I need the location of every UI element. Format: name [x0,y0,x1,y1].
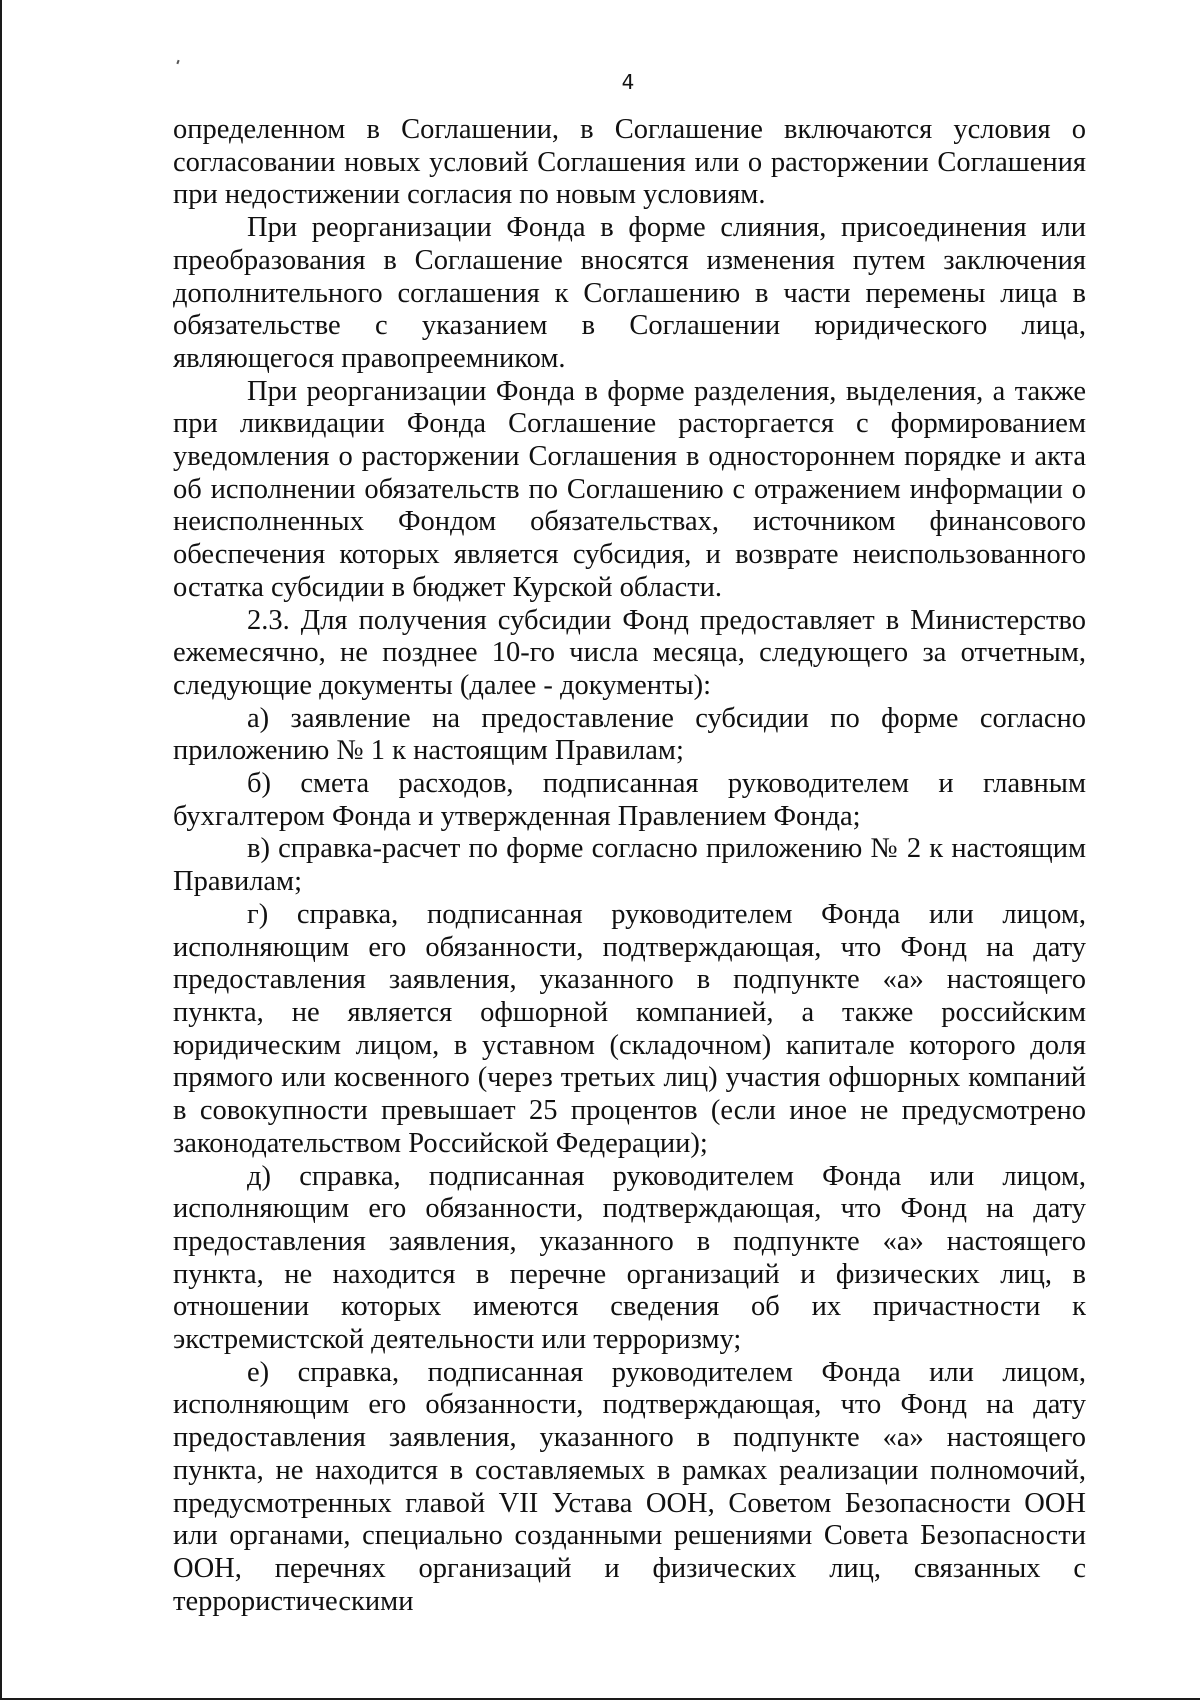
list-item-v-calculation: в) справка-расчет по форме согласно приложению № 2 к настоящим Правилам; [173,833,1086,898]
scan-border-left [0,0,2,1700]
list-item-g-offshore-certificate: г) справка, подписанная руководителем Фонда или лицом, исполняющим его обязанности, подтверждающая, что Фонд на дату предоставления заявления, указанного в подпункте «а» настоящего пункта, не является офшорной компанией, а также российским юридическим лицом, в уставном (складочном) капитале которого доля прямого или косвенного (через третьих лиц) участия офшорных компаний в совокупности превышает 25 процентов (если иное не предусмотрено законодательством Российской Федерации); [173,898,1086,1159]
list-item-e-un-certificate: е) справка, подписанная руководителем Фонда или лицом, исполняющим его обязанности, подтверждающая, что Фонд на дату предоставления заявления, указанного в подпункте «а» настоящего пункта, не находится в составляемых в рамках реализации полномочий, предусмотренных главой VII Устава ООН, Советом Безопасности ООН или органами, специально созданными решениями Совета Безопасности ООН, перечнях организаций и физических лиц, связанных с террористическими [173,1356,1086,1617]
list-item-d-extremism-certificate: д) справка, подписанная руководителем Фонда или лицом, исполняющим его обязанности, подтверждающая, что Фонд на дату предоставления заявления, указанного в подпункте «а» настоящего пункта, не находится в перечне организаций и физических лиц, в отношении которых имеются сведения об их причастности к экстремистской деятельности или терроризму; [173,1160,1086,1356]
paragraph-reorganization-merger: При реорганизации Фонда в форме слияния, присоединения или преобразования в Соглашение вносятся изменения путем заключения дополнительного соглашения к Соглашению в части перемены лица в обязательстве с указанием в Соглашении юридического лица, являющегося правопреемником. [173,212,1086,374]
paragraph-agreement-conditions: определенном в Соглашении, в Соглашение включаются условия о согласовании новых условий Соглашения или о расторжении Соглашения при недостижении согласия по новым условиям. [173,114,1086,211]
scan-speck [176,60,179,64]
list-item-b-estimate: б) смета расходов, подписанная руководителем и главным бухгалтером Фонда и утвержденная Правлением Фонда; [173,768,1086,832]
paragraph-2-3-documents: 2.3. Для получения субсидии Фонд предоставляет в Министерство ежемесячно, не позднее 10-го числа месяца, следующего за отчетным, следующие документы (далее - документы): [173,604,1086,701]
page-number: 4 [621,70,635,94]
paragraph-reorganization-division: При реорганизации Фонда в форме разделения, выделения, а также при ликвидации Фонда Соглашение расторгается с формированием уведомления о расторжении Соглашения в одностороннем порядке и акта об исполнении обязательств по Соглашению с отражением информации о неисполненных Фондом обязательствах, источником финансового обеспечения которых является субсидия, и возврате неиспользованного остатка субсидии в бюджет Курской области. [173,375,1086,603]
document-body [173,114,1086,1618]
list-item-a-application: а) заявление на предоставление субсидии по форме согласно приложению № 1 к настоящим Правилам; [173,702,1086,767]
